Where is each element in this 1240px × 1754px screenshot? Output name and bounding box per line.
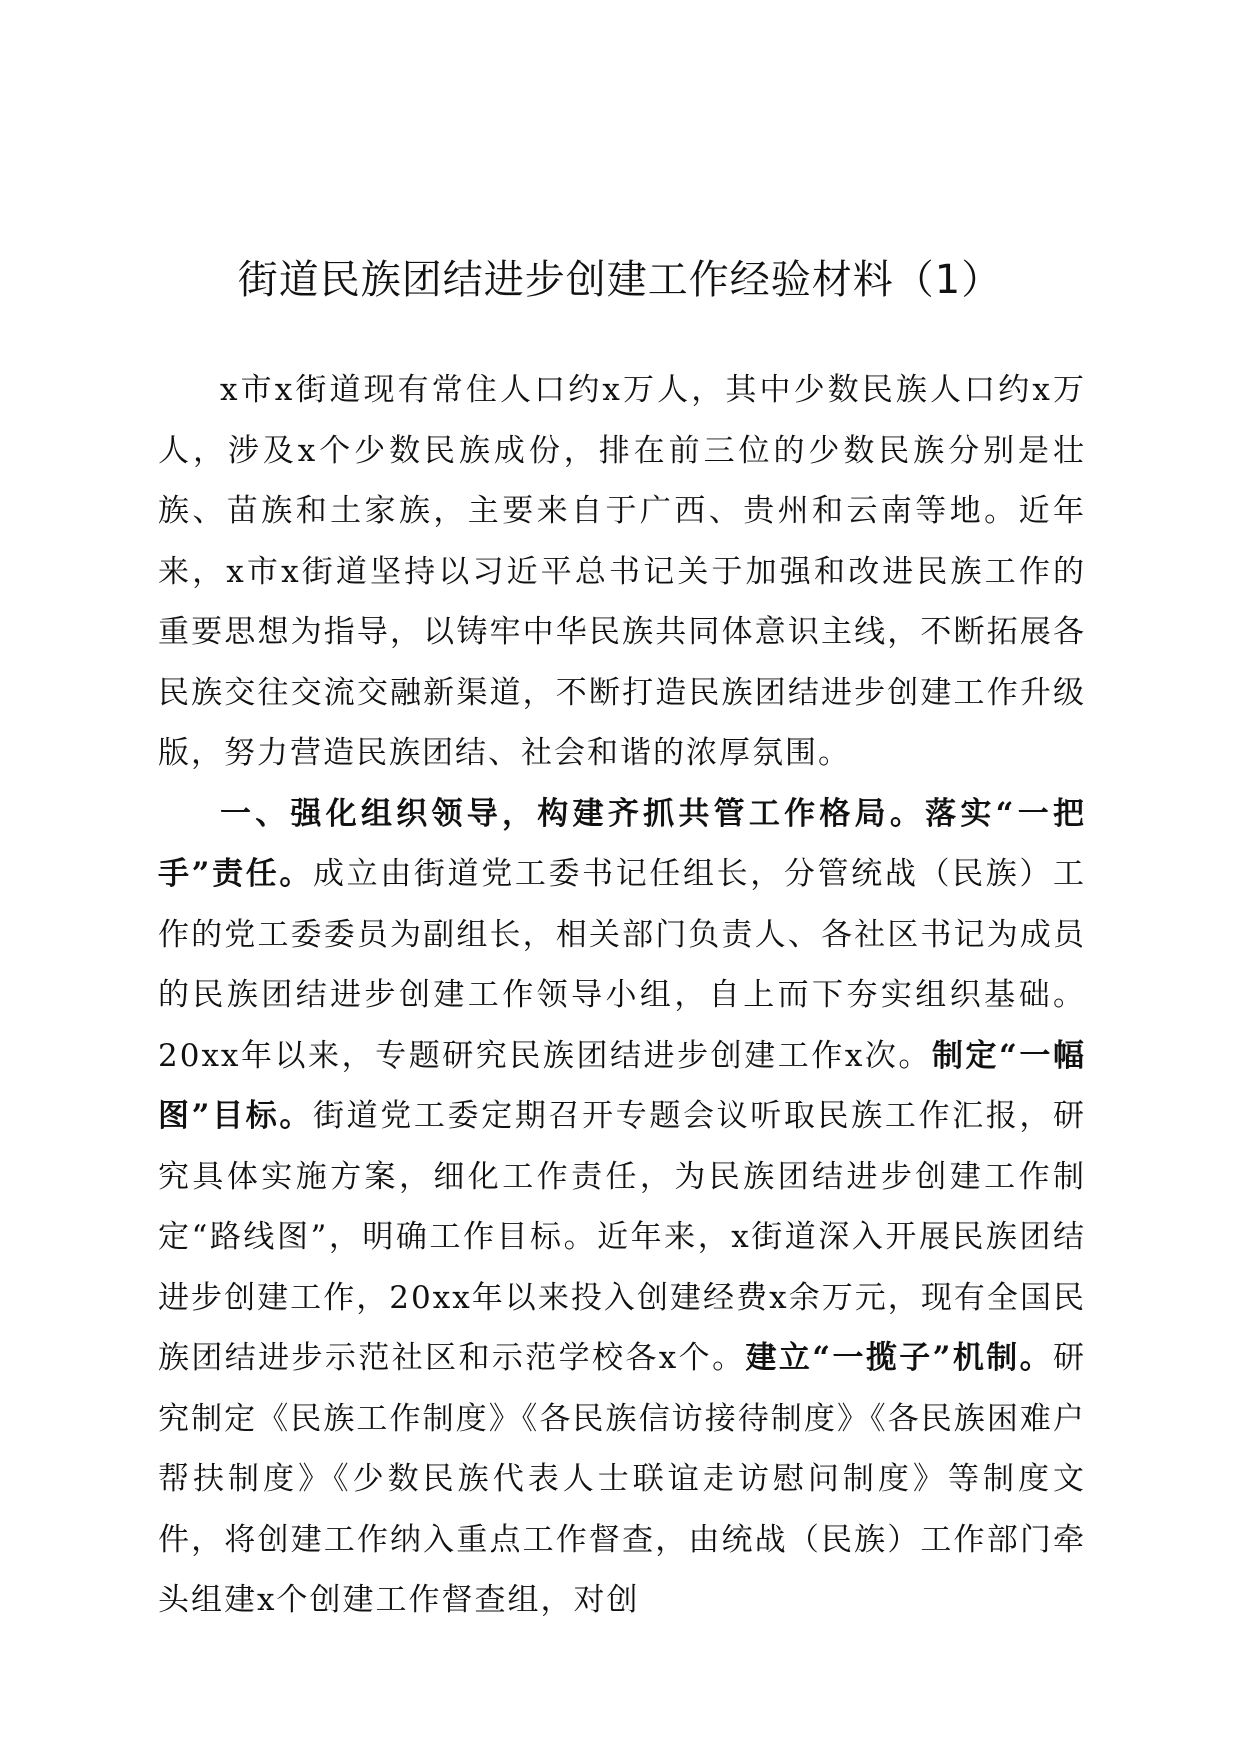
document-body bbox=[158, 360, 1086, 1631]
subsection-3-text: 研究制定《民族工作制度》《各民族信访接待制度》《各民族困难户帮扶制度》《少数民族代表人士联谊走访慰问制度》等制度文件，将创建工作纳入重点工作督查，由统战（民族）工作部门牵头组建x个创建工作督查组，对创 bbox=[158, 1340, 1086, 1618]
intro-paragraph: x市x街道现有常住人口约x万人，其中少数民族人口约x万人，涉及x个少数民族成份，排在前三位的少数民族分别是壮族、苗族和土家族，主要来自于广西、贵州和云南等地。近年来，x市x街道坚持以习近平总书记关于加强和改进民族工作的重要思想为指导，以铸牢中华民族共同体意识主线，不断拓展各民族交往交流交融新渠道，不断打造民族团结进步创建工作升级版，努力营造民族团结、社会和谐的浓厚氛围。 bbox=[158, 372, 1086, 771]
subsection-1-text: 成立由街道党工委书记任组长，分管统战（民族）工作的党工委委员为副组长，相关部门负责人、各社区书记为成员的民族团结进步创建工作领导小组，自上而下夯实组织基础。20xx年以来，专题研究民族团结进步创建工作x次。 bbox=[158, 856, 1086, 1074]
section-1-heading: 一、强化组织领导，构建齐抓共管工作格局。 bbox=[220, 795, 926, 832]
subsection-2-title: 制定“一幅图”目标。 bbox=[158, 1037, 1086, 1134]
section-1-paragraph bbox=[158, 784, 1086, 1631]
subsection-3-title: 建立“一揽子”机制。 bbox=[745, 1340, 1053, 1376]
subsection-2-text: 街道党工委定期召开专题会议听取民族工作汇报，研究具体实施方案，细化工作责任，为民族团结进步创建工作制定“路线图”，明确工作目标。近年来，x街道深入开展民族团结进步创建工作，20xx年以来投入创建经费x余万元，现有全国民族团结进步示范社区和示范学校各x个。 bbox=[158, 1098, 1086, 1376]
document-title: 街道民族团结进步创建工作经验材料（1） bbox=[237, 257, 1003, 303]
subsection-1-title: 落实“一把手”责任。 bbox=[158, 795, 1086, 892]
